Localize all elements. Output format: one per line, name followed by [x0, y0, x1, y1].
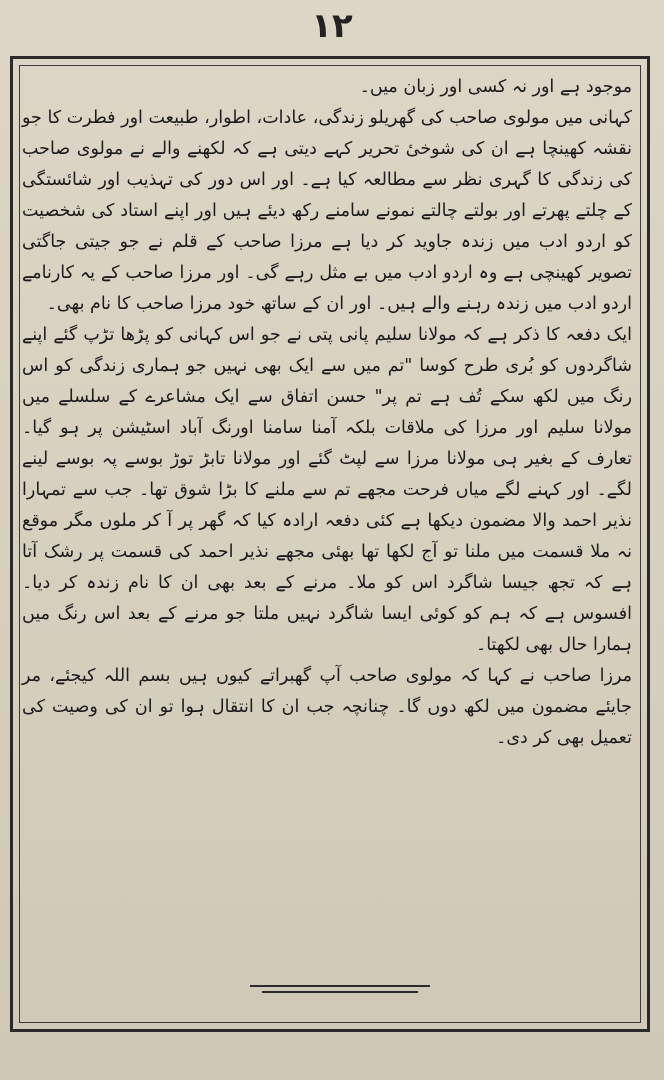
paragraph-2: کہانی میں مولوی صاحب کی گھریلو زندگی، عادات، اطوار، طبیعت اور فطرت کا جو نقشہ کھینچا ہے ان کی شوخیٔ تحریر کہے دیتی ہے کہ لکھنے والے نے مولوی صاحب کی زندگی کا گہری نظر سے مطالعہ کیا ہے۔ اور اس دور کی تہذیب اور شائستگی کے چلتے پھرتے اور بولتے چالتے نمونے سامنے رکھ دیئے ہیں اور اپنے استاد کی شخصیت کو اردو ادب میں زندہ جاوید کر دیا ہے مرزا صاحب کے قلم نے جو جیتی جاگتی تصویر کھینچی ہے وہ اردو ادب میں بے مثل رہے گی۔ اور مرزا صاحب کے یہ کارنامے اردو ادب میں زندہ رہنے والے ہیں۔ اور ان کے ساتھ خود مرزا صاحب کا نام بھی۔ [22, 108, 632, 314]
paragraph-3: ایک دفعہ کا ذکر ہے کہ مولانا سلیم پانی پتی نے جو اس کہانی کو پڑھا تڑپ گئے اپنے شاگردوں کو بُری طرح کوسا "تم میں سے ایک بھی نہیں جو ہماری زندگی کو اس رنگ میں لکھ سکے تُف ہے تم پر" حسن اتفاق سے ایک مشاعرے کے سلسلے میں مولانا سلیم اور مرزا کی ملاقات بلکہ آمنا سامنا اورنگ آباد اسٹیشن پر ہو گیا۔ تعارف کے بغیر ہی مولانا مرزا سے لپٹ گئے اور مولانا تابڑ توڑ بوسے پہ بوسے لینے لگے۔ اور کہنے لگے میاں فرحت مجھے تم سے ملنے کا بڑا شوق تھا۔ جب سے تمہارا نذیر احمد والا مضمون دیکھا ہے کئی دفعہ ارادہ کیا کہ گھر پر آ کر ملوں مگر موقع نہ ملا قسمت میں ملنا تو آج لکھا تھا بھئی مجھے نذیر احمد کی قسمت پر رشک آتا ہے کہ تجھ جیسا شاگرد اس کو ملا۔ مرنے کے بعد بھی ان کا نام زندہ کر دیا۔ افسوس ہے کہ ہم کو کوئی ایسا شاگرد نہیں ملتا جو مرنے کے بعد اس رنگ میں ہمارا حال بھی لکھتا۔ [22, 325, 632, 655]
end-ornament [250, 985, 430, 995]
ornament-line-top [250, 985, 430, 987]
page-number: ١٢ [311, 6, 353, 46]
paragraph-4: مرزا صاحب نے کہا کہ مولوی صاحب آپ گھبراتے کیوں ہیں بسم اللہ کیجئے، مر جایئے مضمون میں لکھ دوں گا۔ چنانچہ جب ان کا انتقال ہوا تو ان کی وصیت کی تعمیل بھی کر دی۔ [22, 666, 632, 748]
body-text [22, 72, 632, 972]
ornament-line-bottom [262, 991, 418, 993]
paragraph-1: موجود ہے اور نہ کسی اور زبان میں۔ [359, 77, 632, 97]
